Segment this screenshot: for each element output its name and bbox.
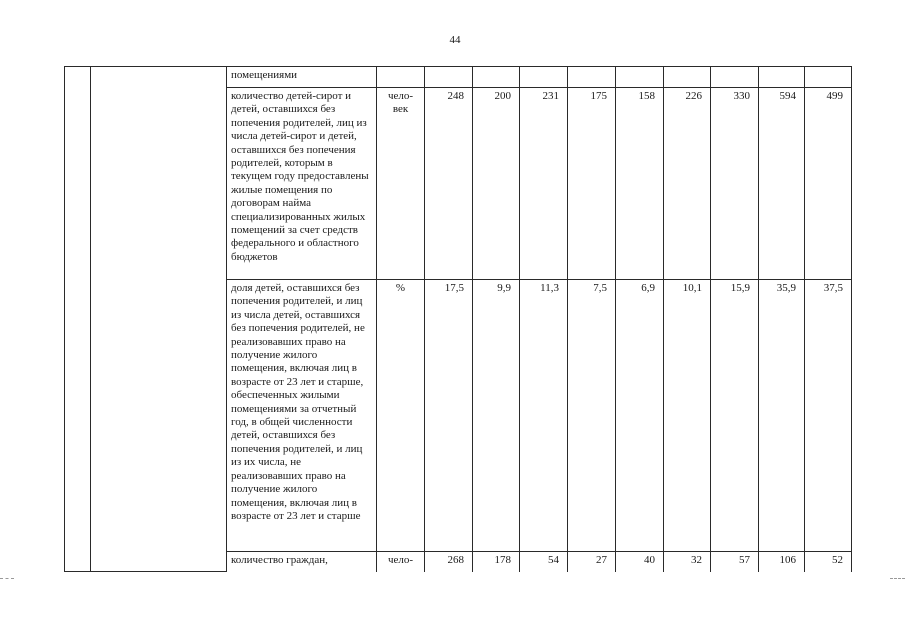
indicator-description: помещениями (227, 67, 377, 88)
value-cell: 11,3 (520, 280, 568, 552)
value-cell: 32 (664, 552, 711, 572)
value-cell: 6,9 (616, 280, 664, 552)
value-cell: 330 (711, 88, 759, 280)
value-cell: 54 (520, 552, 568, 572)
indicators-table (64, 66, 852, 572)
value-cell (568, 67, 616, 88)
value-cell: 268 (425, 552, 473, 572)
value-cell: 106 (759, 552, 805, 572)
value-cell: 175 (568, 88, 616, 280)
unit-cell: чело- век (377, 88, 425, 280)
indicator-description: количество детей-сирот и детей, оставшихся без попечения родителей, лиц из числа детей-сирот и детей, оставшихся без попечения родителей, которым в текущем году предоставлены жилые помещения по договорам найма специализированных жилых помещений за счет средств федерального и областного бюджетов (227, 88, 377, 280)
value-cell: 200 (473, 88, 520, 280)
indicator-description: количество граждан, (227, 552, 377, 572)
value-cell: 248 (425, 88, 473, 280)
page-number: 44 (449, 34, 461, 46)
scan-edge-mark-left (0, 578, 14, 583)
value-cell: 7,5 (568, 280, 616, 552)
unit-cell: чело- (377, 552, 425, 572)
value-cell: 52 (805, 552, 852, 572)
value-cell: 9,9 (473, 280, 520, 552)
value-cell (805, 67, 852, 88)
value-cell: 57 (711, 552, 759, 572)
unit-cell (377, 67, 425, 88)
value-cell (664, 67, 711, 88)
unit-cell: % (377, 280, 425, 552)
scan-edge-mark-right (890, 578, 905, 583)
number-column-cell (65, 67, 91, 572)
value-cell: 231 (520, 88, 568, 280)
value-cell (520, 67, 568, 88)
value-cell: 178 (473, 552, 520, 572)
value-cell: 27 (568, 552, 616, 572)
value-cell: 37,5 (805, 280, 852, 552)
value-cell (759, 67, 805, 88)
program-column-cell (91, 67, 227, 572)
value-cell: 594 (759, 88, 805, 280)
value-cell: 10,1 (664, 280, 711, 552)
value-cell: 40 (616, 552, 664, 572)
value-cell (711, 67, 759, 88)
value-cell: 35,9 (759, 280, 805, 552)
indicator-description: доля детей, оставшихся без попечения родителей, и лиц из числа детей, оставшихся без попечения родителей, не реализовавших право на получение жилого помещения, включая лиц в возрасте от 23 лет и старше, обеспеченных жилыми помещениями за отчетный год, в общей численности детей, оставшихся без попечения родителей, и лиц из их числа, не реализовавших право на получение жилого помещения, включая лиц в возрасте от 23 лет и старше (227, 280, 377, 552)
value-cell: 226 (664, 88, 711, 280)
value-cell (425, 67, 473, 88)
value-cell: 499 (805, 88, 852, 280)
value-cell (616, 67, 664, 88)
value-cell: 158 (616, 88, 664, 280)
value-cell (473, 67, 520, 88)
value-cell: 17,5 (425, 280, 473, 552)
table-row (65, 67, 852, 88)
value-cell: 15,9 (711, 280, 759, 552)
